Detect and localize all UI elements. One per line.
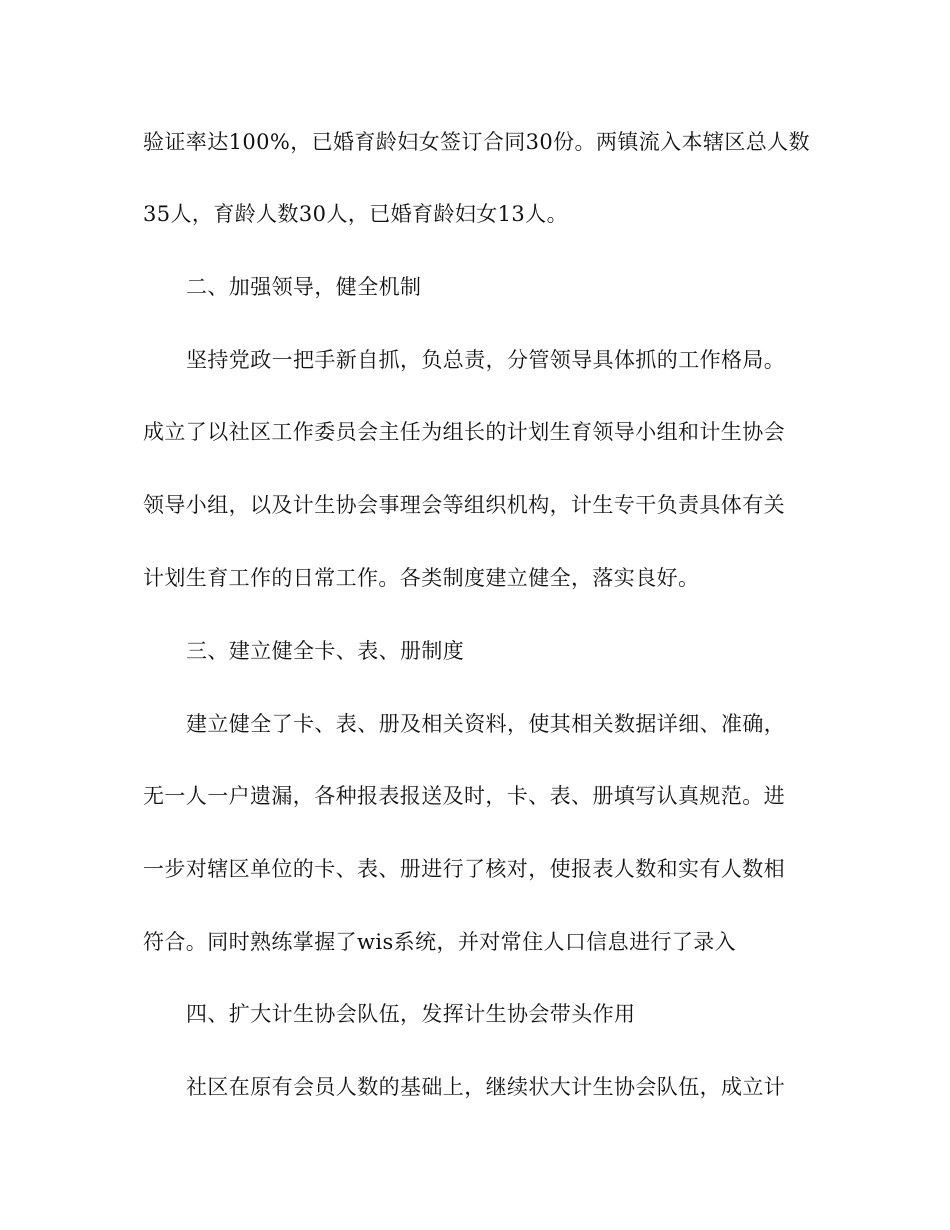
section-heading: 三、建立健全卡、表、册制度	[186, 639, 465, 663]
body-text-line: 无一人一户遗漏，各种报表报送及时，卡、表、册填写认真规范。进	[143, 784, 785, 808]
body-text-line: 计划生育工作的日常工作。各类制度建立健全，落实良好。	[143, 566, 700, 590]
section-heading: 二、加强领导，健全机制	[186, 275, 422, 299]
body-text-line: 验证率达100%，已婚育龄妇女签订合同30份。两镇流入本辖区总人数	[143, 130, 810, 154]
body-text-line: 成立了以社区工作委员会主任为组长的计划生育领导小组和计生协会	[143, 420, 785, 444]
body-text-line: 符合。同时熟练掌握了wis系统，并对常住人口信息进行了录入	[143, 930, 737, 954]
paragraph-first-line: 坚持党政一把手新自抓，负总责，分管领导具体抓的工作格局。	[186, 348, 786, 372]
body-text-line: 领导小组，以及计生协会事理会等组织机构，计生专干负责具体有关	[143, 493, 785, 517]
paragraph-first-line: 建立健全了卡、表、册及相关资料，使其相关数据详细、准确，	[186, 712, 786, 736]
paragraph-first-line: 社区在原有会员人数的基础上，继续状大计生协会队伍，成立计	[186, 1075, 786, 1099]
body-text-line: 一步对辖区单位的卡、表、册进行了核对，使报表人数和实有人数相	[143, 857, 785, 881]
section-heading: 四、扩大计生协会队伍，发挥计生协会带头作用	[186, 1002, 636, 1026]
body-text-line: 35人，育龄人数30人，已婚育龄妇女13人。	[143, 202, 568, 226]
